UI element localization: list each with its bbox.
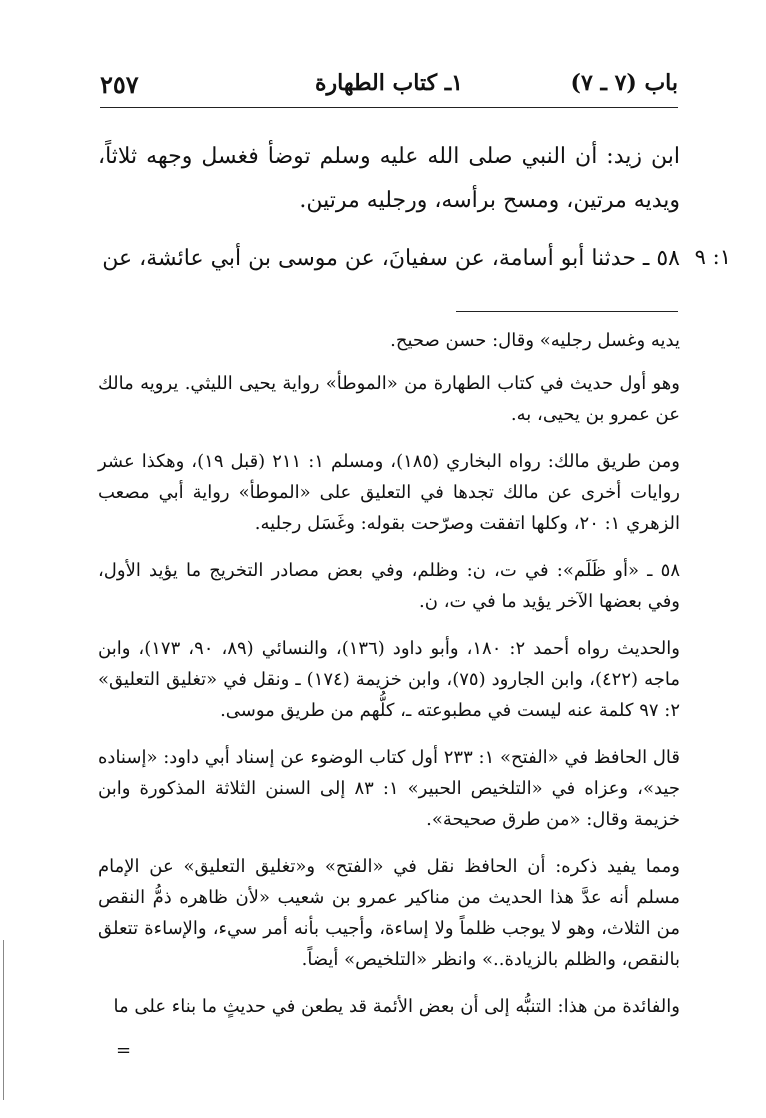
footnote-paragraph: وهو أول حديث في كتاب الطهارة من «الموطأ» رواية يحيى الليثي. يرويه مالك عن عمرو بن يحيى، به. — [98, 373, 680, 425]
header-rule — [100, 107, 678, 108]
footnote-paragraph: ٥٨ ـ «أو ظَلَم»: في ت، ن: وظلم، وفي بعض مصادر التخريج ما يؤيد الأول، وفي بعضها الآخر يؤيد ما في ت، ن. — [98, 560, 680, 612]
footnote-paragraph: ومما يفيد ذكره: أن الحافظ نقل في «الفتح» و«تغليق التعليق» عن الإمام مسلم أنه عدَّ هذا الحديث من مناكير عمرو بن شعيب «لأن ظاهره ذمُّ النقص من الثلاث، وهو لا يوجب ظلماً ولا إساءة، وأجيب بأنه أمر سيء، والإساءة تتعلق بالنقص، والظلم بالزيادة..» وانظر «التلخيص» أيضاً. — [98, 856, 680, 970]
main-text — [98, 135, 680, 281]
margin-reference: ١: ٩ — [694, 245, 731, 269]
running-header — [100, 70, 678, 106]
chapter-reference: باب (٧ ـ ٧) — [570, 70, 678, 96]
footnote-paragraph: والحديث رواه أحمد ٢: ١٨٠، وأبو داود (١٣٦)، والنسائي (٨٩، ٩٠، ١٧٣)، وابن ماجه (٤٢٢)، وابن الجارود (٧٥)، وابن خزيمة (١٧٤) ـ ونقل في «تغليق التعليق» ٢: ٩٧ كلمة عنه ليست في مطبوعته ـ، كلُّهم من طريق موسى. — [98, 638, 680, 721]
footnote-paragraph: قال الحافظ في «الفتح» ١: ٢٣٣ أول كتاب الوضوء عن إسناد أبي داود: «إسناده جيد»، وعزاه في «التلخيص الحبير» ١: ٨٣ إلى السنن الثلاثة المذكورة وابن خزيمة وقال: «من طرق صحيحة». — [98, 747, 681, 830]
book-title: ١ـ كتاب الطهارة — [315, 70, 463, 96]
continuation-mark: = — [116, 1040, 132, 1061]
main-paragraph-1: ابن زيد: أن النبي صلى الله عليه وسلم توضأ فغسل وجهه ثلاثاً، ويديه مرتين، ومسح برأسه، ورجليه مرتين. — [98, 144, 680, 213]
footnote-separator — [456, 311, 678, 312]
page-number: ٢٥٧ — [100, 70, 139, 99]
footnote-paragraph: ومن طريق مالك: رواه البخاري (١٨٥)، ومسلم ١: ٢١١ (قبل ١٩)، وهكذا عشر روايات أخرى عن مالك تجدها في التعليق على «الموطأ» رواية أبي مصعب الزهري ١: ٢٠، وكلها اتفقت وصرّحت بقوله: وغَسَل رجليه. — [98, 451, 680, 534]
footnote-paragraph: والفائدة من هذا: التنبُّه إلى أن بعض الأئمة قد يطعن في حديثٍ ما بناء على ما — [113, 996, 680, 1017]
page-edge-line — [3, 940, 4, 1100]
footnotes — [98, 325, 680, 1038]
main-paragraph-2: ٥٨ ـ حدثنا أبو أسامة، عن سفيانَ، عن موسى بن أبي عائشة، عن — [102, 246, 680, 271]
footnote-paragraph: يديه وغسل رجليه» وقال: حسن صحيح. — [390, 330, 680, 351]
